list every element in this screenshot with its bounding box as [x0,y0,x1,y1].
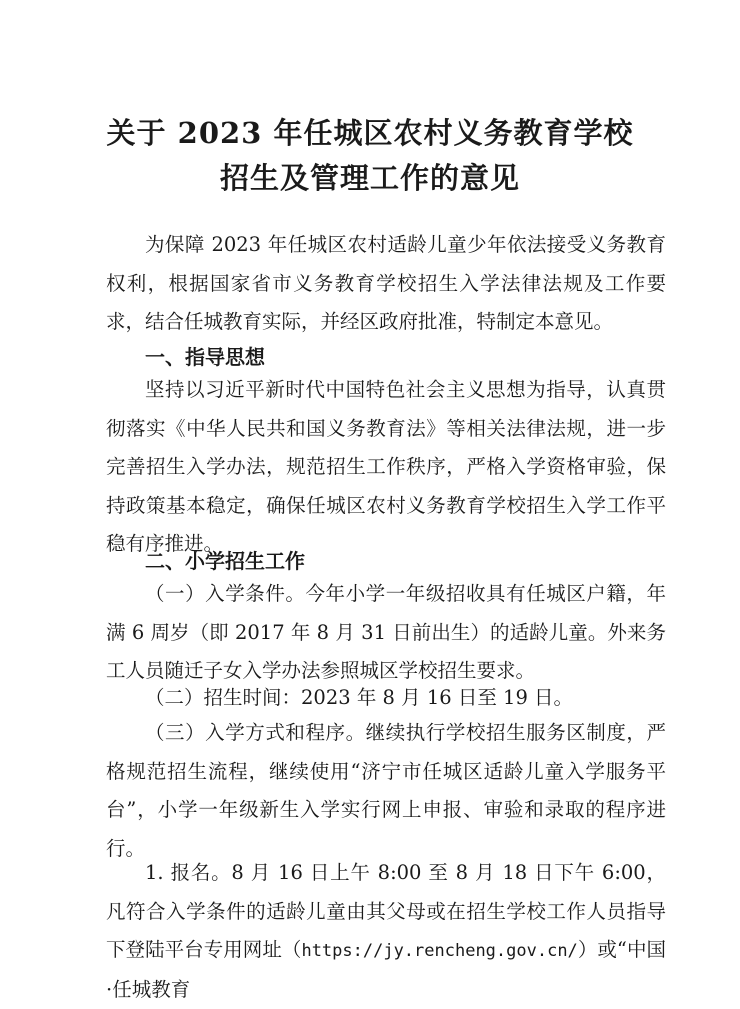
item-2-paragraph: （二）招生时间：2023 年 8 月 16 日至 19 日。 [145,686,574,709]
step-1-text-start: 1. 报名。8 月 16 日上午 8:00 至 8 月 18 日下午 6:00，凡符合入学条件的适龄儿童由其父母或在招生学校工作人员指导下登陆平台专用网址（ [106,861,666,961]
step-1-text-end: ）或“中国·任城教育 [106,938,666,1001]
section-1-paragraph: 坚持以习近平新时代中国特色社会主义思想为指导，认真贯彻落实《中华人民共和国义务教育法》等相关法律法规，进一步完善招生入学办法，规范招生工作秩序，严格入学资格审验，保持政策基本稳定，确保任城区农村义务教育学校招生入学工作平稳有序推进。 [106,378,666,555]
item-3-paragraph: （三）入学方式和程序。继续执行学校招生服务区制度，严格规范招生流程，继续使用“济宁市任城区适龄儿童入学服务平台”，小学一年级新生入学实行网上申报、审验和录取的程序进行。 [106,721,666,860]
step-1-paragraph [106,854,666,1009]
document-title-line-2: 招生及管理工作的意见 [219,161,520,195]
platform-url: https://jy.rencheng.gov.cn/ [301,941,578,961]
intro-paragraph: 为保障 2023 年任城区农村适龄儿童少年依法接受义务教育权利，根据国家省市义务教育学校招生入学法律法规及工作要求，结合任城教育实际，并经区政府批准，特制定本意见。 [106,233,666,333]
section-2-heading: 二、小学招生工作 [145,549,305,573]
item-1-paragraph: （一）入学条件。今年小学一年级招收具有任城区户籍，年满 6 周岁（即 2017 年 8 月 31 日前出生）的适龄儿童。外来务工人员随迁子女入学办法参照城区学校招生要求。 [106,582,666,682]
document-title-line-1: 关于 2023 年任城区农村义务教育学校 [106,116,634,150]
section-1-heading: 一、指导思想 [145,345,265,369]
